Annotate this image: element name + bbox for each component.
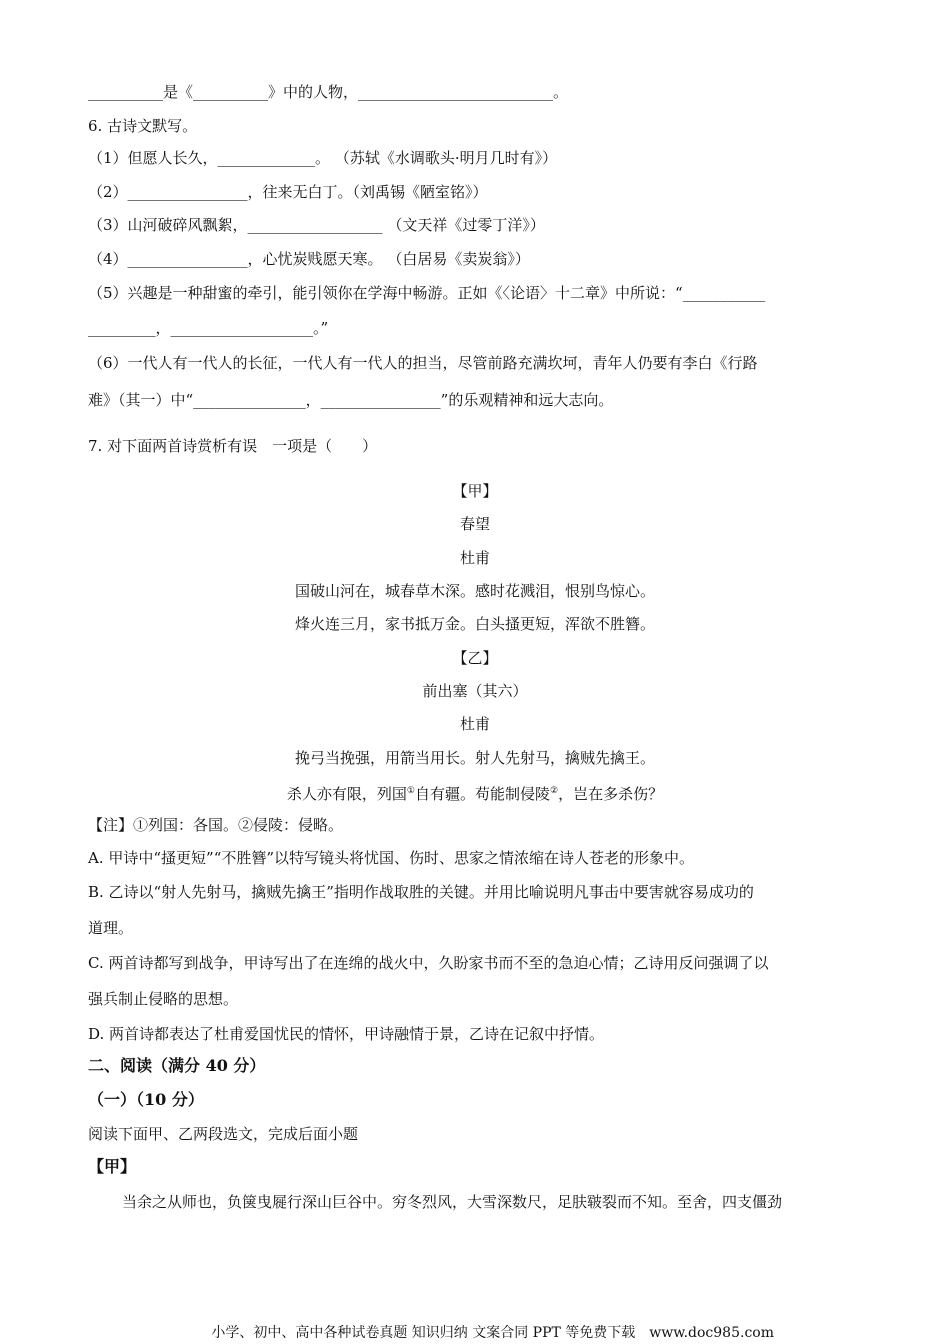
q7-option-c: C. 两首诗都写到战争，甲诗写出了在连绵的战火中，久盼家书而不至的急迫心情；乙诗用反问强调了以 [88,954,769,972]
q6-item-6-cont: 难》（其一）中“_______________，________________”的乐观精神和远大志向。 [88,391,614,409]
q7-option-a: A. 甲诗中“搔更短”“不胜簪”以特写镜头将忧国、伤时、思家之情浓缩在诗人苍老的形象中。 [88,849,695,867]
q6-item-1: （1）但愿人长久，_____________。 （苏轼《水调歌头·明月几时有》） [88,149,558,167]
poem-a-author: 杜甫 [459,549,490,567]
passage-a-tag: 【甲】 [88,1157,137,1176]
footer-link[interactable]: 小学、初中、高中各种试卷真题 知识归纳 文案合同 PPT 等免费下载 www.doc985.com [211,1325,774,1341]
poem-a-title: 春望 [459,515,490,533]
poem-a-tag: 【甲】 [452,482,498,500]
q6-item-6: （6）一代人有一代人的长征，一代人有一代人的担当，尽管前路充满坎坷，青年人仍要有李白《行路 [88,354,758,372]
poem-b-line-2-b: 自有疆。苟能制侵陵 [414,785,550,803]
q7-option-d: D. 两首诗都表达了杜甫爱国忧民的情怀，甲诗融情于景，乙诗在记叙中抒情。 [88,1025,605,1043]
q6-item-3: （3）山河破碎风飘絮，__________________ （文天祥《过零丁洋》） [88,216,545,234]
section-2-part-1: （一）（10 分） [88,1090,204,1109]
poem-b-tag: 【乙】 [452,649,498,667]
q6-item-2: （2）________________，往来无白丁。（刘禹锡《陋室铭》） [88,183,488,201]
note-1-marker: ① [406,786,415,796]
q7-option-c-cont: 强兵制止侵略的思想。 [88,990,239,1008]
q7-title: 7. 对下面两首诗赏析有误 一项是（ ） [88,437,378,455]
q6-title: 6. 古诗文默写。 [88,117,198,135]
poem-b-line-2-c: ，岂在多杀伤？ [558,785,664,803]
q7-option-b-cont: 道理。 [88,919,134,937]
passage-a-text: 当余之从师也，负箧曳屣行深山巨谷中。穷冬烈风，大雪深数尺，足肤皲裂而不知。至舍，四支僵劲 [122,1193,783,1211]
q5-tail-line: __________是《__________》中的人物，__________________________。 [88,83,569,101]
q6-item-4: （4）________________，心忧炭贱愿天寒。 （白居易《卖炭翁》） [88,250,530,268]
q6-item-5: （5）兴趣是一种甜蜜的牵引，能引领你在学海中畅游。正如《〈论语〉十二章》中所说：“___________ [88,284,766,302]
poem-a-line-1: 国破山河在，城春草木深。感时花溅泪，恨别鸟惊心。 [294,582,655,600]
poem-b-title: 前出塞（其六） [422,682,528,700]
poem-b-line-2 [0,781,950,804]
q7-option-b: B. 乙诗以“射人先射马，擒贼先擒王”指明作战取胜的关键。并用比喻说明凡事击中要害就容易成功的 [88,883,754,901]
poem-b-line-1: 挽弓当挽强，用箭当用长。射人先射马，擒贼先擒王。 [294,749,655,767]
poem-b-line-2-a: 杀人亦有限，列国 [286,785,407,803]
q6-item-5-cont: _________，___________________。” [88,319,329,337]
note-2-marker: ② [550,786,559,796]
poem-a-line-2: 烽火连三月，家书抵万金。白头搔更短，浑欲不胜簪。 [294,615,655,633]
section-2-instruction: 阅读下面甲、乙两段选文，完成后面小题 [88,1125,359,1143]
poem-b-author: 杜甫 [459,715,490,733]
section-2-title: 二、阅读（满分 40 分） [88,1056,266,1075]
q7-note: 【注】①列国：各国。②侵陵：侵略。 [88,816,344,834]
